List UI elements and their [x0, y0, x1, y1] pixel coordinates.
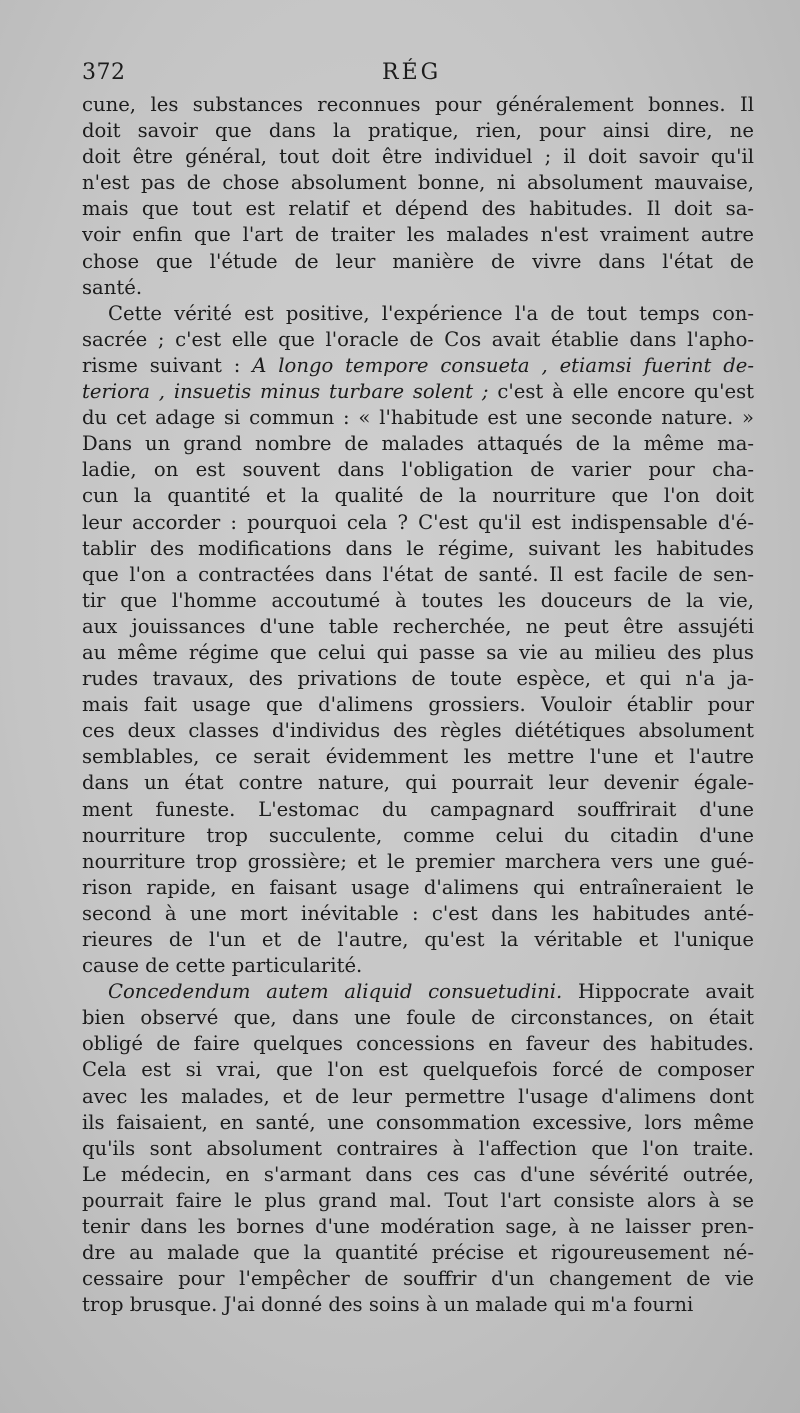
text-line	[82, 353, 754, 379]
text-line	[82, 301, 754, 327]
text-line	[82, 483, 754, 509]
text-line	[82, 118, 754, 144]
text-line	[82, 953, 754, 979]
text-run: rieures de l'un et de l'autre, qu'est la véritable et l'unique	[82, 928, 754, 951]
text-line	[82, 536, 754, 562]
running-head: RÉG	[382, 60, 442, 85]
text-run: chose que l'étude de leur manière de vivre dans l'état de	[82, 249, 754, 273]
text-line	[82, 927, 754, 953]
text-line	[82, 1031, 754, 1057]
text-line	[82, 562, 754, 588]
text-run: rudes travaux, des privations de toute espèce, et qui n'a ja-	[82, 667, 754, 691]
text-line	[82, 588, 754, 614]
text-run: rison rapide, en faisant usage d'alimens qui entraîneraient le	[82, 875, 754, 899]
text-line	[82, 901, 754, 927]
text-line	[82, 1005, 754, 1031]
text-line	[82, 457, 754, 483]
text-run: doit savoir que dans la pratique, rien, pour ainsi dire, ne	[82, 119, 754, 143]
text-run: qu'ils sont absolument contraires à l'affection que l'on traite.	[82, 1136, 754, 1160]
text-line	[82, 1084, 754, 1110]
text-line	[82, 1136, 754, 1162]
italic-text: A longo tempore consueta , etiamsi fuerint de-	[252, 353, 754, 377]
text-run: cune, les substances reconnues pour généralement bonnes. Il	[82, 93, 754, 116]
text-run: cause de cette particularité.	[82, 954, 363, 978]
body-text	[82, 92, 754, 1318]
text-line	[82, 1188, 754, 1214]
text-line	[82, 718, 754, 744]
text-line	[82, 222, 754, 248]
text-run: obligé de faire quelques concessions en faveur des habitudes.	[82, 1032, 754, 1056]
text-run: ladie, on est souvent dans l'obligation de varier pour cha-	[82, 458, 754, 482]
text-run: leur accorder : pourquoi cela ? C'est qu'il est indispensable d'é-	[82, 510, 754, 534]
text-run: tir que l'homme accoutumé à toutes les douceurs de la vie,	[82, 588, 754, 612]
text-line	[82, 770, 754, 796]
text-run: ils faisaient, en santé, une consommation excessive, lors même	[82, 1110, 754, 1134]
text-run: nourriture trop grossière; et le premier marchera vers une gué-	[82, 849, 754, 873]
text-run: voir enfin que l'art de traiter les malades n'est vraiment autre	[82, 223, 754, 247]
text-line	[82, 1110, 754, 1136]
text-line	[82, 823, 754, 849]
text-run: doit être général, tout doit être individuel ; il doit savoir qu'il	[82, 145, 754, 169]
text-run: semblables, ce serait évidemment les mettre l'une et l'autre	[82, 745, 754, 769]
text-line	[82, 1292, 754, 1318]
text-run: cun la quantité et la qualité de la nourriture que l'on doit	[82, 484, 754, 508]
text-run: mais que tout est relatif et dépend des habitudes. Il doit sa-	[82, 197, 754, 221]
text-line	[82, 327, 754, 353]
text-run: mais fait usage que d'alimens grossiers. Vouloir établir pour	[82, 693, 754, 717]
text-line	[82, 1162, 754, 1188]
text-line	[82, 692, 754, 718]
text-run: que l'on a contractées dans l'état de santé. Il est facile de sen-	[82, 562, 754, 586]
text-run: n'est pas de chose absolument bonne, ni absolument mauvaise,	[82, 171, 754, 195]
text-line	[82, 1057, 754, 1083]
text-line	[82, 979, 754, 1005]
text-line	[82, 1266, 754, 1292]
text-line	[82, 196, 754, 222]
text-run: du cet adage si commun : « l'habitude est une seconde nature. »	[82, 406, 754, 430]
text-run: bien observé que, dans une foule de circonstances, on était	[82, 1006, 754, 1030]
text-run: aux jouissances d'une table recherchée, ne peut être assujéti	[82, 614, 754, 638]
text-run: Hippocrate avait	[562, 980, 754, 1004]
text-line	[82, 144, 754, 170]
text-run: au même régime que celui qui passe sa vie au milieu des plus	[82, 640, 754, 664]
text-line	[82, 1214, 754, 1240]
text-run: risme suivant :	[82, 353, 253, 377]
text-line	[82, 640, 754, 666]
italic-text: teriora , insuetis minus turbare solent ;	[82, 380, 489, 404]
text-line	[82, 431, 754, 457]
text-line	[82, 849, 754, 875]
text-run: nourriture trop succulente, comme celui du citadin d'une	[82, 823, 754, 847]
text-run: Le médecin, en s'armant dans ces cas d'une sévérité outrée,	[82, 1162, 754, 1186]
text-line	[82, 1240, 754, 1266]
text-line	[82, 744, 754, 770]
text-line	[82, 379, 754, 405]
page-number: 372	[82, 60, 126, 85]
text-run: Cela est si vrai, que l'on est quelquefois forcé de composer	[82, 1058, 754, 1082]
text-run: santé.	[82, 275, 143, 299]
italic-text: Concedendum autem aliquid consuetudini.	[108, 980, 563, 1004]
text-run: c'est à elle encore qu'est	[488, 380, 754, 404]
page-header	[82, 60, 752, 90]
text-run: ment funeste. L'estomac du campagnard souffrirait d'une	[82, 797, 754, 821]
text-run: dans un état contre nature, qui pourrait leur devenir égale-	[82, 771, 754, 795]
text-line	[82, 614, 754, 640]
text-run: pourrait faire le plus grand mal. Tout l'art consiste alors à se	[82, 1188, 754, 1212]
text-run: sacrée ; c'est elle que l'oracle de Cos avait établie dans l'apho-	[82, 327, 754, 351]
text-line	[82, 275, 754, 301]
text-run: ces deux classes d'individus des règles diététiques absolument	[82, 719, 754, 743]
text-line	[82, 510, 754, 536]
text-run: avec les malades, et de leur permettre l'usage d'alimens dont	[82, 1084, 754, 1108]
text-run: tenir dans les bornes d'une modération sage, à ne laisser pren-	[82, 1215, 754, 1239]
text-run: Cette vérité est positive, l'expérience l'a de tout temps con-	[108, 301, 754, 325]
text-run: tablir des modifications dans le régime, suivant les habitudes	[82, 536, 754, 560]
text-line	[82, 405, 754, 431]
text-run: second à une mort inévitable : c'est dans les habitudes anté-	[82, 901, 754, 925]
text-run: cessaire pour l'empêcher de souffrir d'un changement de vie	[82, 1267, 754, 1291]
text-line	[82, 875, 754, 901]
text-run: trop brusque. J'ai donné des soins à un malade qui m'a fourni	[82, 1293, 694, 1317]
text-line	[82, 797, 754, 823]
text-line	[82, 92, 754, 118]
text-run: Dans un grand nombre de malades attaqués de la même ma-	[82, 432, 754, 456]
text-line	[82, 249, 754, 275]
text-run: dre au malade que la quantité précise et rigoureusement né-	[82, 1241, 754, 1265]
text-line	[82, 170, 754, 196]
text-line	[82, 666, 754, 692]
